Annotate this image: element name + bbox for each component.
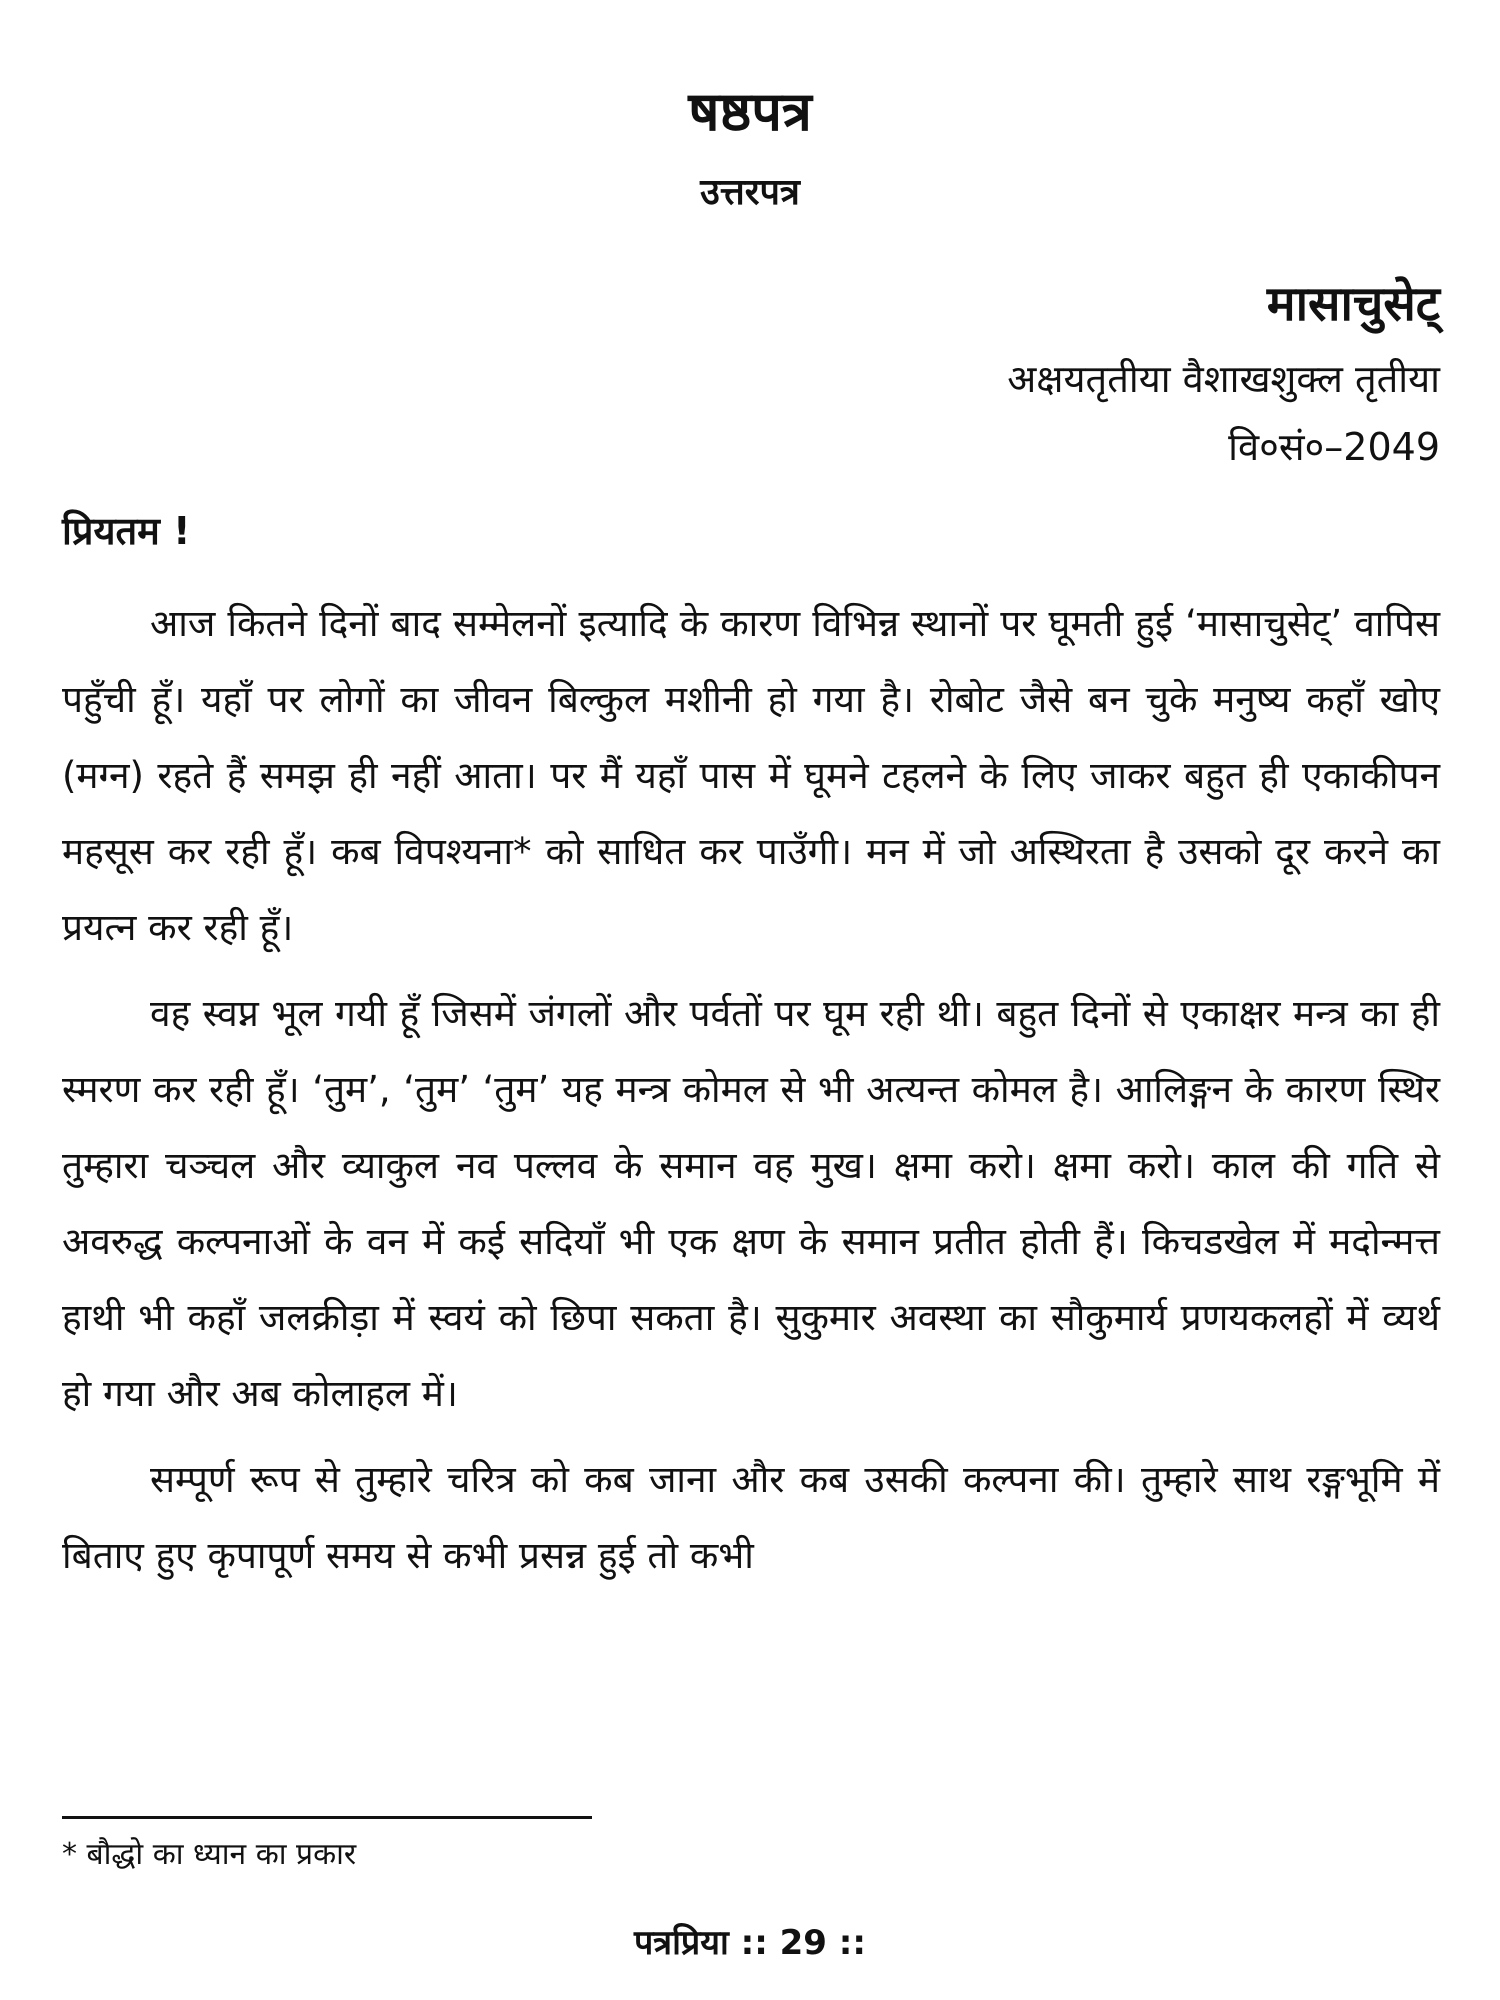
letter-date-line-2: वि०सं०–2049 bbox=[1228, 425, 1440, 469]
paragraph: वह स्वप्न भूल गयी हूँ जिसमें जंगलों और पर्वतों पर घूम रही थी। बहुत दिनों से एकाक्षर मन्त्र का ही स्मरण कर रही हूँ। ‘तुम’, ‘तुम’ ‘तुम’ यह मन्त्र कोमल से भी अत्यन्त कोमल है। आलिङ्गन के कारण स्थिर तुम्हारा चञ्चल और व्याकुल नव पल्लव के समान वह मुख। क्षमा करो। क्षमा करो। काल की गति से अवरुद्ध कल्पनाओं के वन में कई सदियाँ भी एक क्षण के समान प्रतीत होती हैं। किचडखेल में मदोन्मत्त हाथी भी कहाँ जलक्रीड़ा में स्वयं को छिपा सकता है। सुकुमार अवस्था का सौकुमार्य प्रणयकलहों में व्यर्थ हो गया और अब कोलाहल में। bbox=[62, 992, 1440, 1415]
letter-salutation: प्रियतम ! bbox=[62, 509, 191, 553]
page-title: षष्ठपत्र bbox=[688, 80, 812, 143]
paragraph: आज कितने दिनों बाद सम्मेलनों इत्यादि के कारण विभिन्न स्थानों पर घूमती हुई ‘मासाचुसेट्’ वापिस पहुँची हूँ। यहाँ पर लोगों का जीवन बिल्कुल मशीनी हो गया है। रोबोट जैसे बन चुके मनुष्य कहाँ खोए (मग्न) रहते हैं समझ ही नहीं आता। पर मैं यहाँ पास में घूमने टहलने के लिए जाकर बहुत ही एकाकीपन महसूस कर रही हूँ। कब विपश्यना* को साधित कर पाउँगी। मन में जो अस्थिरता है उसको दूर करने का प्रयत्न कर रही हूँ। bbox=[62, 602, 1440, 949]
letter-place: मासाचुसेट् bbox=[1266, 276, 1440, 332]
page-subtitle: उत्तरपत्र bbox=[700, 172, 800, 213]
letter-date-line-1: अक्षयतृतीया वैशाखशुक्ल तृतीया bbox=[1007, 357, 1440, 401]
footnote-divider bbox=[62, 1816, 592, 1819]
page-footer: पत्रप्रिया :: 29 :: bbox=[634, 1923, 866, 1963]
letter-body bbox=[62, 586, 1440, 1604]
paragraph: सम्पूर्ण रूप से तुम्हारे चरित्र को कब जाना और कब उसकी कल्पना की। तुम्हारे साथ रङ्गभूमि में बिताए हुए कृपापूर्ण समय से कभी प्रसन्न हुई तो कभी bbox=[62, 1458, 1440, 1577]
footnote: * बौद्धो का ध्यान का प्रकार bbox=[62, 1837, 357, 1872]
